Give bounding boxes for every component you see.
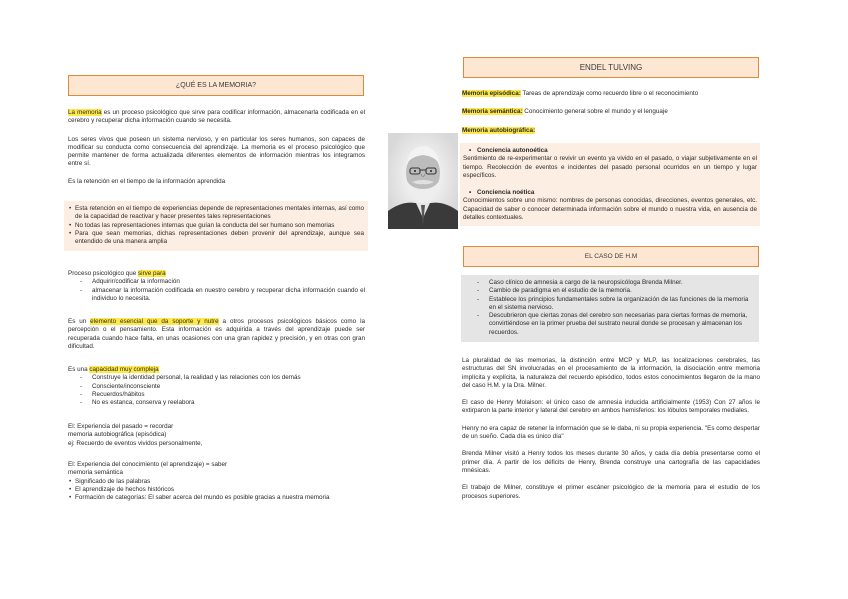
- hm-list: [465, 279, 755, 337]
- retention-item: • No todas las representaciones internas que guían la conducta del ser humano son memorias: [68, 222, 364, 230]
- capacity-section: [68, 366, 365, 407]
- autonoetic-heading: • Conciencia autonoética: [469, 147, 548, 154]
- experience-knowledge: El: Experiencia del conocimiento (el aprendizaje) = saber memoria semántica • Significado de las palabras • El aprendizaje de hechos históricos • Formación de categorías: El saber acerca del mundo es posible gracias a nuestra memoria: [68, 461, 368, 502]
- element-paragraph: Es un elemento esencial que da soporte y nutre a otros procesos psicológicos básicos como la percepción o el pensamiento. Esta información es adquirida a través del aprendizaje puede ser recuperada cuando hace falta, en unas ocasiones con una gran rapidez y precisión, y en otras con gran dificultad.: [68, 318, 365, 350]
- capacity-heading: Es una capacidad muy compleja: [68, 366, 159, 373]
- autobiographical-memory: Memoria autobiográfica:: [462, 126, 536, 134]
- intro-highlight: La memoria: [68, 109, 102, 116]
- portrait-photo: [388, 133, 458, 229]
- intro-paragraph: La memoria es un proceso psicológico que sirve para codificar información, almacenarla codificada en el cerebro y recuperar dicha información cuando se necesita.: [68, 109, 365, 125]
- hm-body: [462, 357, 760, 501]
- tulving-memory-types: [462, 90, 762, 135]
- right-title: ENDEL TULVING: [579, 63, 643, 72]
- process-list: [68, 278, 365, 303]
- retention-item: • Esta retención en el tiempo de experiencias depende de representaciones mentales internas, así como de la capacidad de reactivar y hacer presentes tales representaciones: [68, 205, 364, 222]
- list-item: • Formación de categorías: El saber acerca del mundo es posible gracias a nuestra memoria: [68, 494, 368, 502]
- list-item: • Significado de las palabras: [68, 478, 368, 486]
- left-title: ¿QUÉ ES LA MEMORIA?: [175, 82, 257, 89]
- paragraph: Henry no era capaz de retener la información que se le daba, ni su propia experiencia. "Es como despertar de un sueño. Cada día es único día": [462, 424, 761, 441]
- noetic-text: Conocimientos sobre uno mismo: nombres de personas conocidas, direcciones, eventos generales, etc. Capacidad de saber o conocer determinada información sobre el mundo o nuestra vida, en ausencia de detalles contextuales.: [463, 197, 757, 222]
- list-item: - Caso clínico de amnesia a cargo de la neuropsicóloga Brenda Milner.: [465, 279, 755, 287]
- list-item: - Construye la identidad personal, la realidad y las relaciones con los demás: [68, 374, 365, 382]
- hm-box: [461, 275, 759, 342]
- list-item: - Establece los principios fundamentales sobre la organización de las funciones de la memoria en el sistema nervioso.: [465, 296, 755, 313]
- capacity-list: [68, 374, 365, 407]
- process-section: [68, 270, 365, 303]
- list-item: • El aprendizaje de hechos históricos: [68, 486, 368, 494]
- paragraph: El trabajo de Milner, constituye el primer escáner psicológico de la memoria para el estudio de los procesos superiores.: [462, 484, 760, 500]
- left-body: [68, 109, 365, 186]
- list-item: - almacenar la información codificada en nuestro cerebro y recuperar dicha información cuando el individuo lo necesita.: [68, 287, 365, 304]
- left-title-box: [68, 75, 364, 96]
- paragraph: El caso de Henry Molaison: el único caso de amnesia inducida artificialmente (1953) Con 27 años le extirparon la parte interior y lateral del cerebro en ambos hemisferios: los lóbulos temporales mediales.: [462, 399, 760, 415]
- paragraph-3: Es la retención en el tiempo de la información aprendida: [68, 177, 226, 185]
- retention-box: [64, 201, 368, 251]
- noetic-heading: • Conciencia noética: [469, 189, 535, 197]
- episodic-memory: Memoria episódica: Tareas de aprendizaje como recuerdo libre o el reconocimiento: [462, 90, 699, 97]
- list-item: - Descubrieron que ciertas zonas del cerebro son necesarias para ciertas formas de memoria, convirtiéndose en la primer prueba del sustrato neural donde se procesan y almacenan los recuerdos.: [465, 312, 755, 337]
- hm-title: EL CASO DE H.M: [584, 253, 638, 260]
- list-item: - Adquirir/codificar la información: [68, 278, 365, 286]
- list-item: - No es estanca, conserva y reelabora: [68, 399, 365, 407]
- list-item: - Consciente/inconsciente: [68, 383, 365, 391]
- autonoetic-text: Sentimiento de re-experimentar o revivir un evento ya vivido en el pasado, o viajar subjetivamente en el tiempo. Recolección de eventos e incidentes del pasado personal ocurridos en un tiempo y lugar específicos.: [463, 155, 757, 179]
- right-title-box: [463, 57, 759, 78]
- portrait-icon: [388, 133, 458, 229]
- paragraph: La pluralidad de las memorias, la distinción entre MCP y MLP, las localizaciones cerebrales, las estructuras del SN involucradas en el procesamiento de la información, la disociación entre memoria implícita y explícita, la naturaleza del recuerdo episódico, todos estos conocimientos llegaron de la mano del caso H.M. y la Dra. Milner.: [462, 357, 760, 389]
- element-section: [68, 318, 365, 351]
- experience-past: El: Experiencia del pasado = recordar memoria autobiográfica (episódica) ej: Recuerdo de eventos vividos personalmente,: [68, 423, 203, 447]
- consciousness-box: [460, 143, 760, 226]
- hm-title-box: [463, 246, 759, 267]
- semantic-memory: Memoria semántica: Conocimiento general sobre el mundo y el lenguaje: [462, 108, 668, 116]
- list-item: - Cambio de paradigma en el estudio de la memoria.: [465, 287, 755, 295]
- list-item: - Recuerdos/hábitos: [68, 391, 365, 399]
- paragraph: Brenda Milner visitó a Henry todos los meses durante 30 años, y cada día debía presentarse como el primer día. A partir de los déficits de Henry, Brenda construye una cartografía de las capacidades mnésicas.: [462, 450, 760, 474]
- retention-item: • Para que sean memorias, dichas representaciones deben provenir del aprendizaje, aunque sea entendido de una manera amplia: [68, 230, 364, 247]
- paragraph-2: Los seres vivos que poseen un sistema nervioso, y en particular los seres humanos, son capaces de modificar su conducta como consecuencia del aprendizaje. La memoria es el proceso psicológico que permite mantener de forma actualizada diferentes elementos de información mientras los integramos entre sí.: [68, 135, 365, 168]
- process-heading: Proceso psicológico que sirve para: [68, 270, 166, 277]
